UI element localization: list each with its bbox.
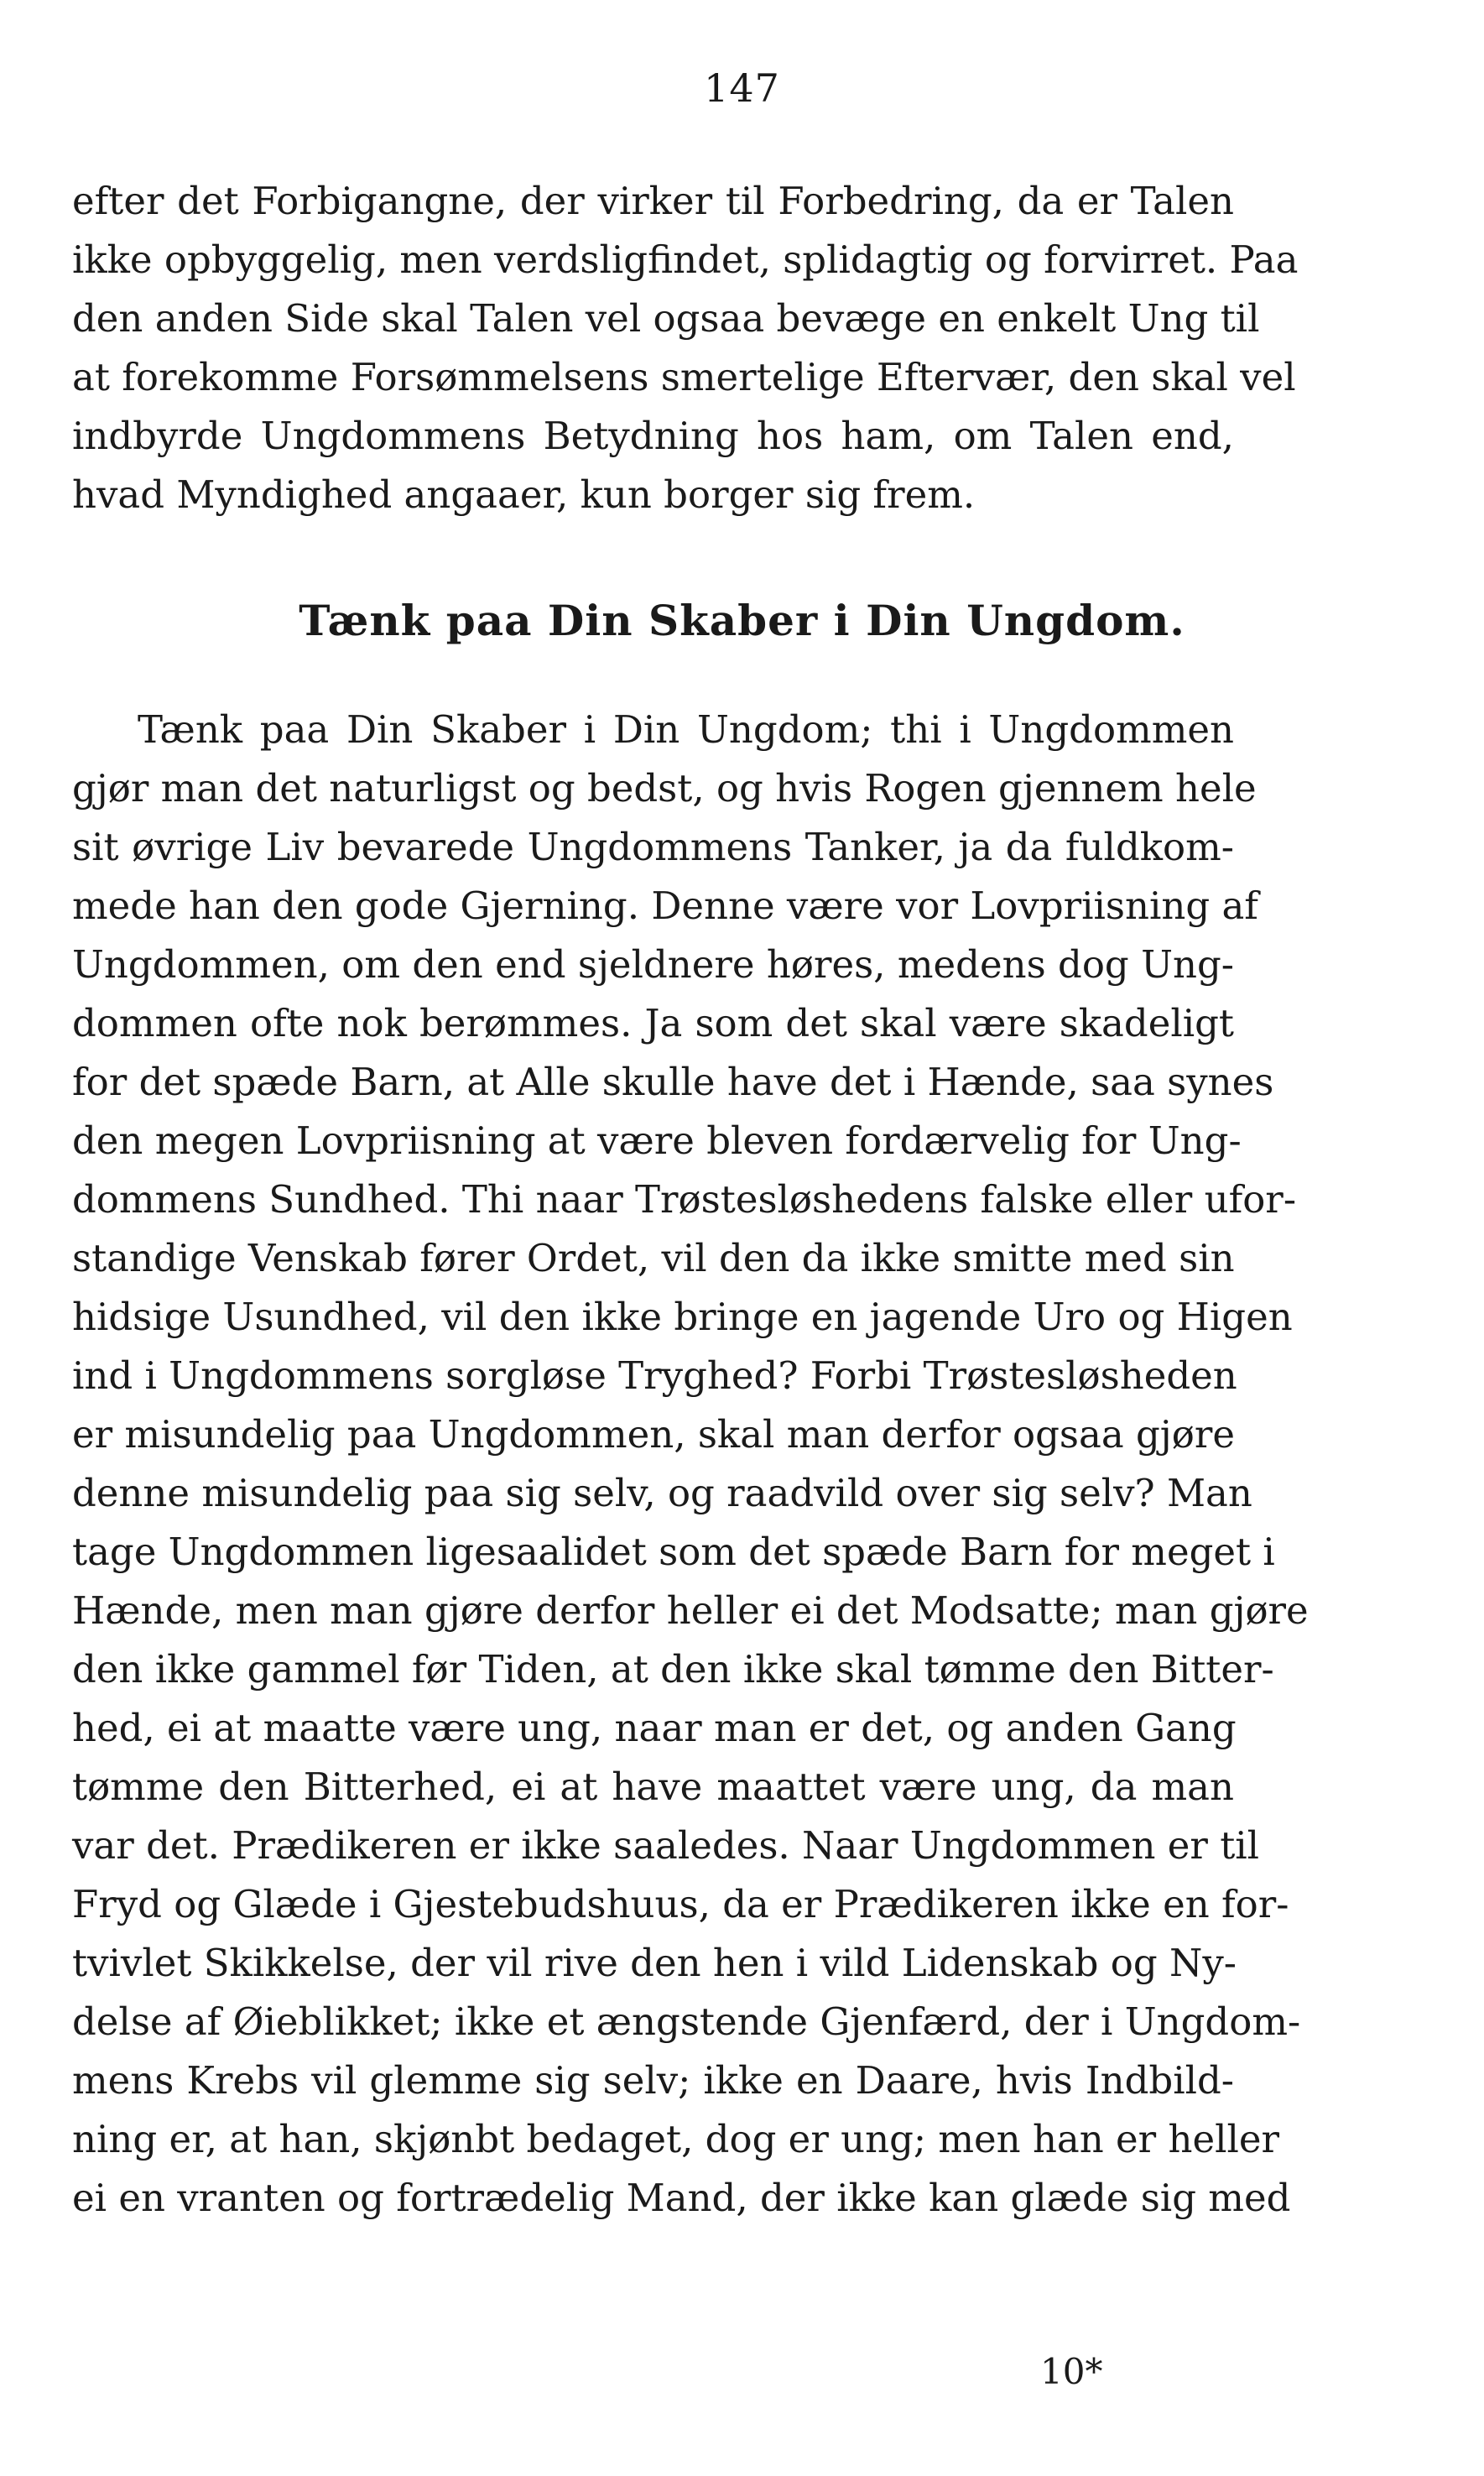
text-line: sit øvrige Liv bevarede Ungdommens Tanker, ja da fuldkom- (72, 825, 1234, 869)
text-line: mens Krebs vil glemme sig selv; ikke en Daare, hvis Indbild- (72, 2058, 1234, 2103)
text-line: for det spæde Barn, at Alle skulle have det i Hænde, saa synes (72, 1060, 1274, 1104)
text-line: at forekomme Forsømmelsens smertelige Eftervær, den skal vel (72, 355, 1296, 399)
text-line: delse af Øieblikket; ikke et ængstende Gjenfærd, der i Ungdom- (72, 1999, 1301, 2044)
text-line: tvivlet Skikkelse, der vil rive den hen i vild Lidenskab og Ny- (72, 1941, 1237, 1985)
text-line: hidsige Usundhed, vil den ikke bringe en jagende Uro og Higen (72, 1295, 1293, 1339)
text-line: denne misundelig paa sig selv, og raadvild over sig selv? Man (72, 1471, 1252, 1515)
paragraph-1 (72, 172, 1299, 524)
text-line: den megen Lovpriisning at være bleven fordærvelig for Ung- (72, 1118, 1242, 1163)
text-line: standige Venskab fører Ordet, vil den da ikke smitte med sin (72, 1236, 1235, 1280)
text-line: var det. Prædikeren er ikke saaledes. Naar Ungdommen er til (72, 1823, 1260, 1868)
text-line: Ungdommen, om den end sjeldnere høres, medens dog Ung- (72, 942, 1234, 987)
text-line: ind i Ungdommens sorgløse Tryghed? Forbi Trøstesløsheden (72, 1353, 1237, 1398)
text-line: dommen ofte nok berømmes. Ja som det skal være skadeligt (72, 1001, 1234, 1045)
text-line: tømme den Bitterhed, ei at have maattet være ung, da man (72, 1764, 1234, 1809)
text-line: Hænde, men man gjøre derfor heller ei det Modsatte; man gjøre (72, 1588, 1309, 1633)
paragraph-2 (72, 701, 1309, 2228)
text-line: Fryd og Glæde i Gjestebudshuus, da er Prædikeren ikke en for- (72, 1882, 1289, 1926)
text-line: mede han den gode Gjerning. Denne være vor Lovpriisning af (72, 884, 1258, 928)
text-line: er misundelig paa Ungdommen, skal man derfor ogsaa gjøre (72, 1412, 1235, 1457)
text-line: tage Ungdommen ligesaalidet som det spæde Barn for meget i (72, 1530, 1275, 1574)
text-line: ikke opbyggelig, men verdsligfindet, splidagtig og forvirret. Paa (72, 237, 1299, 282)
text-line: Tænk paa Din Skaber i Din Ungdom; thi i Ungdommen (138, 707, 1234, 752)
text-line: hvad Myndighed angaaer, kun borger sig frem. (72, 472, 976, 517)
text-line: indbyrde Ungdommens Betydning hos ham, om Talen end, (72, 414, 1234, 458)
section-heading: Tænk paa Din Skaber i Din Ungdom. (299, 596, 1185, 645)
text-line: ei en vranten og fortrædelig Mand, der ikke kan glæde sig med (72, 2176, 1291, 2220)
signature-mark: 10* (1040, 2351, 1103, 2392)
text-line: den ikke gammel før Tiden, at den ikke skal tømme den Bitter- (72, 1647, 1274, 1691)
text-line: gjør man det naturligst og bedst, og hvis Rogen gjennem hele (72, 766, 1257, 811)
page-number: 147 (704, 65, 780, 111)
text-line: hed, ei at maatte være ung, naar man er det, og anden Gang (72, 1706, 1237, 1750)
text-line: efter det Forbigangne, der virker til Forbedring, da er Talen (72, 179, 1234, 223)
text-line: ning er, at han, skjønbt bedaget, dog er ung; men han er heller (72, 2117, 1280, 2161)
text-line: dommens Sundhed. Thi naar Trøstesløshedens falske eller ufor- (72, 1177, 1297, 1222)
text-line: den anden Side skal Talen vel ogsaa bevæge en enkelt Ung til (72, 296, 1260, 341)
